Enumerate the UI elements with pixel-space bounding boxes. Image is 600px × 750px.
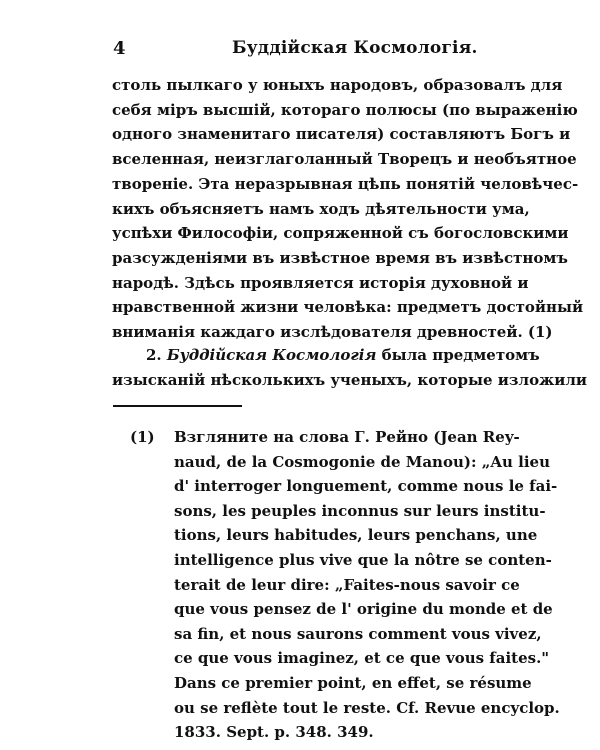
footnote-line: 1833. Sept. p. 348. 349. bbox=[174, 723, 374, 742]
text-line: себя міръ высшій, котораго полюсы (по выраженію bbox=[112, 100, 578, 119]
text-line: нравственной жизни человѣка: предметъ достойный bbox=[112, 298, 584, 317]
footnote-body bbox=[174, 425, 560, 745]
footnote-line: que vous pensez de l' origine du monde et de bbox=[174, 600, 553, 619]
paragraph-2-first-line bbox=[112, 343, 540, 368]
footnote-line: Dans ce premier point, en effet, se résume bbox=[174, 673, 532, 692]
footnote-line: sa fin, et nous saurons comment vous vivez, bbox=[174, 624, 542, 643]
paragraph-number: 2. bbox=[146, 346, 162, 364]
section-heading-italic: Буддійская Космологія bbox=[166, 346, 377, 364]
text-line: успѣхи Философіи, сопряженной съ богословскими bbox=[112, 224, 569, 243]
running-title: Буддійская Космологія. bbox=[232, 38, 478, 58]
text-line: изысканій нѣсколькихъ ученыхъ, которые изложили bbox=[112, 370, 588, 389]
paragraph-1 bbox=[112, 73, 584, 345]
footnote-line: d' interroger longuement, comme nous le fai- bbox=[174, 477, 558, 496]
footnote-line: ce que vous imaginez, et ce que vous faites." bbox=[174, 649, 550, 668]
paragraph-2 bbox=[112, 343, 588, 392]
footnote-line: Взгляните на слова Г. Рейно (Jean Rey- bbox=[174, 428, 520, 446]
footnote-line: ou se reflète tout le reste. Cf. Revue encyclop. bbox=[174, 698, 560, 717]
text-line: одного знаменитаго писателя) составляютъ Богъ и bbox=[112, 125, 571, 144]
footnote-line: tions, leurs habitudes, leurs penchans, une bbox=[174, 526, 538, 545]
footnote-line: sons, les peuples inconnus sur leurs institu- bbox=[174, 501, 546, 520]
text-line: вселенная, неизглаголанный Творецъ и необъятное bbox=[112, 150, 577, 169]
footnote bbox=[130, 425, 560, 745]
footnote-line: terait de leur dire: „Faites-nous savoir ce bbox=[174, 575, 520, 594]
text-line: твореніе. Эта неразрывная цѣпь понятій человѣчес- bbox=[112, 174, 579, 193]
text-line: столь пылкаго у юныхъ народовъ, образовалъ для bbox=[112, 76, 563, 94]
footnote-marker: (1) bbox=[130, 428, 155, 446]
text-line: народѣ. Здѣсь проявляется исторія духовной и bbox=[112, 273, 529, 292]
page-number: 4 bbox=[113, 38, 126, 59]
footnote-line: intelligence plus vive que la nôtre se conten- bbox=[174, 550, 552, 569]
text-fragment: была предметомъ bbox=[381, 346, 540, 364]
footnote-separator bbox=[113, 405, 242, 407]
footnote-line: naud, de la Cosmogonie de Manou): „Au lieu bbox=[174, 452, 550, 471]
text-line: кихъ объясняетъ намъ ходъ дѣятельности ума, bbox=[112, 199, 530, 218]
text-line: разсужденіями въ извѣстное время въ извѣстномъ bbox=[112, 248, 568, 267]
text-line: вниманія каждаго изслѣдователя древностей. (1) bbox=[112, 323, 553, 342]
